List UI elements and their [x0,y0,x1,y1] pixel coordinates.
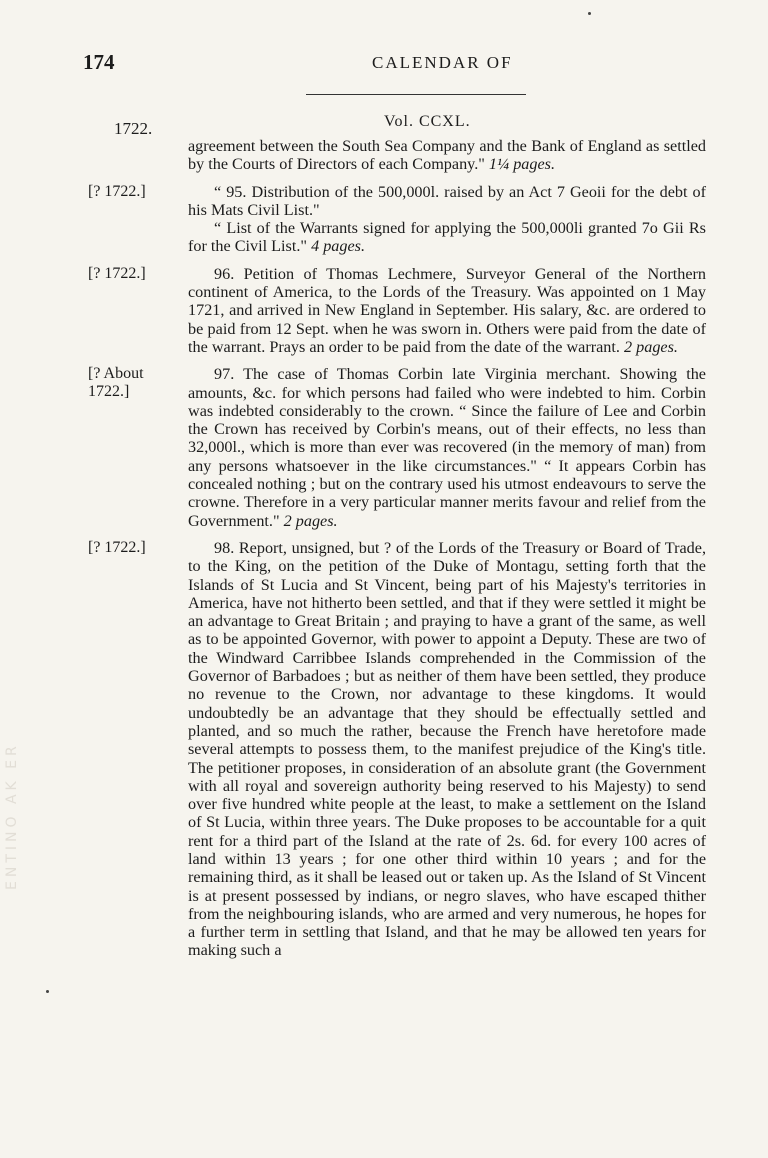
entry-date-margin: [? 1722.] [88,182,146,200]
entry-paragraph: “ List of the Warrants signed for applying the 500,000li granted 7o Gii Rs for the Civil List." [188,219,706,256]
calendar-entry [0,137,768,174]
entry-paragraph: 97. The case of Thomas Corbin late Virginia merchant. Showing the amounts, &c. for which persons had failed who were indebted to him. Corbin was indebted considerably to the crown. “ Since the failure of Lee and Corbin the Crown has received by Corbin's means, out of their effects, no less than 32,000l., which is more than ever was recovered (in the memory of man) from any persons whatsoever in the like circumstances." “ It appears Corbin has concealed nothing ; but on the contrary used his utmost endeavours to serve the crowne. Therefore in a very particular manner merits favour and relief from the Government." [188,365,706,530]
entry-paragraph: 96. Petition of Thomas Lechmere, Surveyor General of the Northern continent of America, to the Lords of the Treasury. Was appointed on 1 May 1721, and arrived in New England in September. His salary, &c. are ordered to be paid from 12 Sept. when he was sworn in. Others were paid from the date of the warrant. Prays an order to be paid from the date of the warrant. [188,264,706,356]
entry-date-margin: [? 1722.] [88,264,146,282]
margin-year: 1722. [114,119,153,138]
running-title: CALENDAR OF [372,53,513,72]
scan-speck [588,12,591,15]
calendar-entries [0,137,768,969]
header-rule [306,94,526,95]
entry-paragraph: “ 95. Distribution of the 500,000l. raised by an Act 7 Geoii for the debt of his Mats Civil List." [188,182,706,219]
scan-speck [46,990,49,993]
calendar-entry [0,265,768,356]
calendar-entry [0,365,768,530]
calendar-entry [0,183,768,256]
entry-date-margin: [? 1722.] [88,538,146,556]
entry-text [188,137,706,174]
page-count: 2 pages. [283,511,338,530]
calendar-entry [0,539,768,960]
entry-date-margin: [? About 1722.] [88,365,144,401]
entry-text [188,539,706,960]
entry-text [188,265,706,356]
page-number: 174 [83,50,115,74]
page-count: 2 pages. [624,337,678,356]
library-watermark: ENTINO AK ER [4,742,20,890]
entry-text [188,183,706,256]
page-count: 1¼ pages. [488,155,556,174]
entry-paragraph: agreement between the South Sea Company and the Bank of England as settled by the Courts of Directors of each Company." [188,137,706,174]
entry-text [188,365,706,530]
volume-heading: Vol. CCXL. [384,113,471,130]
entry-paragraph: 98. Report, unsigned, but ? of the Lords of the Treasury or Board of Trade, to the King, on the petition of the Duke of Montagu, setting forth that the Islands of St Lucia and St Vincent, being part of his Majesty's territories in America, have not hitherto been settled, and that if they were settled it might be an advantage to Great Britain ; and praying to have a grant of the same, as well as to be appointed Governor, with power to appoint a Deputy. These are two of the Windward Carribbee Islands comprehended in the Commission of the Governor of Barbadoes ; but as neither of them have been settled, they produce no revenue to the Crown, nor advantage to these kingdoms. It would undoubtedly be an advantage that they should be effectually settled and planted, and so much the rather, because the French have heretofore made several attempts to possess them, to the manifest prejudice of the King's title. The petitioner proposes, in consideration of an absolute grant (the Government with all royal and sovereign authority being reserved to his Majesty) to send over five hundred white people at the least, to make a settlement on the Island of St Lucia, within three years. The Duke proposes to be accountable for a quit rent for a third part of the Island at the rate of 2s. 6d. for every 100 acres of land within 13 years ; for one other third within 10 years ; and for the remaining third, as it shall be leased out or taken up. As the Island of St Vincent is at present possessed by indians, or negro slaves, who have escaped thither from the neighbouring islands, who are armed and very numerous, he hopes for a further term in settling that Island, and that he may be allowed ten years for making such a [188,538,706,960]
page-count: 4 pages. [311,237,366,256]
